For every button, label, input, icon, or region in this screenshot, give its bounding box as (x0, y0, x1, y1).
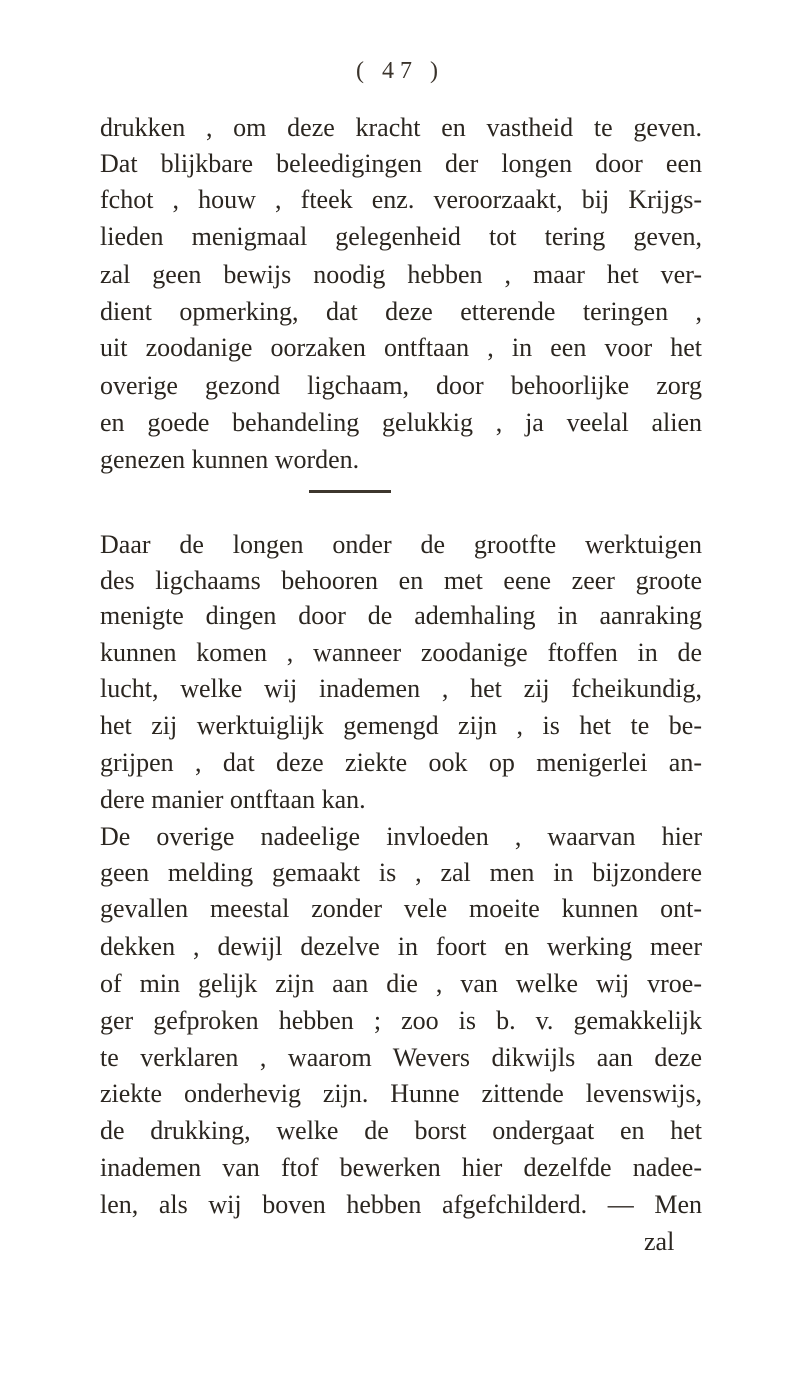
text-line: of min gelijk zijn aan die , van welke wij vroe- (100, 969, 702, 998)
text-line: het zij werktuiglijk gemengd zijn , is het te be- (100, 711, 702, 740)
text-line: geen melding gemaakt is , zal men in bijzondere (100, 858, 702, 887)
text-line: uit zoodanige oorzaken ontftaan , in een voor het (100, 333, 702, 362)
text-line: dient opmerking, dat deze etterende teringen , (100, 297, 702, 326)
text-line: ziekte onderhevig zijn. Hunne zittende levenswijs, (100, 1079, 702, 1108)
text-line: overige gezond ligchaam, door behoorlijke zorg (100, 371, 702, 400)
text-line: dere manier ontftaan kan. (100, 785, 366, 814)
text-line: te verklaren , waarom Wevers dikwijls aan deze (100, 1043, 702, 1072)
text-line: len, als wij boven hebben afgefchilderd. — Men (100, 1190, 702, 1219)
text-line: des ligchaams behooren en met eene zeer groote (100, 566, 702, 595)
text-line: en goede behandeling gelukkig , ja veelal alien (100, 408, 702, 437)
text-line: Dat blijkbare beleedigingen der longen door een (100, 149, 702, 178)
text-line: drukken , om deze kracht en vastheid te geven. (100, 113, 702, 142)
text-line: zal geen bewijs noodig hebben , maar het ver- (100, 260, 702, 289)
text-line: lieden menigmaal gelegenheid tot tering geven, (100, 222, 702, 251)
text-line: de drukking, welke de borst ondergaat en het (100, 1116, 702, 1145)
text-line: dekken , dewijl dezelve in foort en werking meer (100, 932, 702, 961)
text-line: menigte dingen door de ademhaling in aanraking (100, 601, 702, 630)
text-line: gevallen meestal zonder vele moeite kunnen ont- (100, 894, 702, 923)
text-line: fchot , houw , fteek enz. veroorzaakt, bij Krijgs- (100, 185, 702, 214)
text-line: Daar de longen onder de grootfte werktuigen (100, 530, 702, 559)
text-line: inademen van ftof bewerken hier dezelfde nadee- (100, 1153, 702, 1182)
text-line: grijpen , dat deze ziekte ook op menigerlei an- (100, 748, 702, 777)
catchword: zal (644, 1227, 675, 1256)
text-line: kunnen komen , wanneer zoodanige ftoffen in de (100, 638, 702, 667)
section-divider (309, 490, 391, 493)
page-number: ( 47 ) (356, 58, 444, 84)
text-line: De overige nadeelige invloeden , waarvan hier (100, 822, 702, 851)
text-line: lucht, welke wij inademen , het zij fcheikundig, (100, 674, 702, 703)
text-line: genezen kunnen worden. (100, 445, 360, 474)
text-line: ger gefproken hebben ; zoo is b. v. gemakkelijk (100, 1006, 702, 1035)
